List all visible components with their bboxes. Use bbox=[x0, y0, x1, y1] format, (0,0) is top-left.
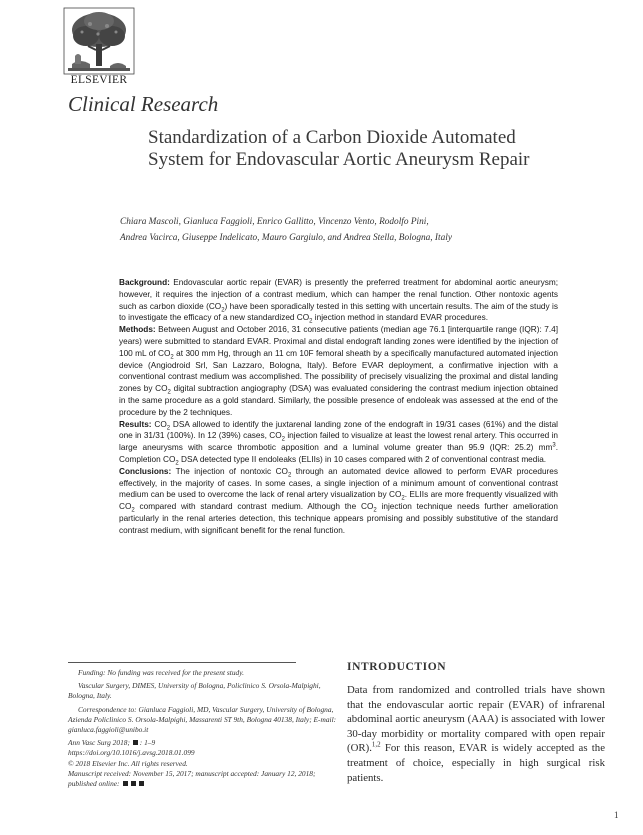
doi-link[interactable]: https://doi.org/10.1016/j.avsg.2018.01.099 bbox=[68, 748, 195, 758]
placeholder-square-icon bbox=[139, 781, 144, 786]
correspondence-note: Correspondence to: Gianluca Faggioli, MD, Vascular Surgery, University of Bologna, Azienda Policlinico S. Orsola-Malpighi, Massarenti ST 9th, Bologna 40138, Italy; E-mail: gianluca.faggioli@unibo.it bbox=[68, 704, 337, 735]
manuscript-dates: Manuscript received: November 15, 2017; manuscript accepted: January 12, 2018; published online: bbox=[68, 768, 316, 789]
results-label: Results: bbox=[119, 419, 152, 429]
methods-label: Methods: bbox=[119, 325, 156, 335]
abstract-background: Background: Endovascular aortic repair (EVAR) is presently the preferred treatment for abdominal aortic aneurysm; however, it requires the injection of a contrast medium, which can hamper the renal function. Other nontoxic agents such as carbon dioxide $(CO_2)$ have been sporadically tested in this setting with uncertain results. The aim of the study is to investigate the efficacy of a new standardized $CO_2$ injection method in standard EVAR procedures. bbox=[119, 278, 558, 326]
article-title: Standardization of a Carbon Dioxide Automated System for Endovascular Aortic Aneurysm Repair bbox=[148, 127, 530, 170]
conclusions-label: Conclusions: bbox=[119, 466, 172, 476]
abstract-results: Results: $CO_2$ DSA allowed to identify the juxtarenal landing zone of the endograft in 19/31 cases (61%) and the distal one in 31/31 (100%). In 12 (39%) cases, $CO_2$ injection failed to visualize at least the lowest renal artery. This occurred in large aneurysms with scarce thrombotic apposition and a luminal volume greater than 95.9 (IQR: 25.2) $mm^3$. Completion $CO_2$ DSA detected type II endoleaks (ELIIs) in 10 cases compared with 2 of conventional contrast media. bbox=[119, 419, 559, 467]
publication-info bbox=[68, 738, 338, 789]
placeholder-square-icon bbox=[131, 781, 136, 786]
introduction-heading: INTRODUCTION bbox=[347, 661, 447, 673]
page-number: 1 bbox=[614, 810, 619, 820]
placeholder-square-icon bbox=[123, 781, 128, 786]
publisher-name: ELSEVIER bbox=[70, 74, 128, 86]
author-line-2: Andrea Vacirca, Giuseppe Indelicato, Mauro Gargiulo, and Andrea Stella, Bologna, Italy bbox=[120, 233, 452, 243]
author-list bbox=[120, 214, 590, 246]
abstract-methods: Methods: Between August and October 2016, 31 consecutive patients (median age 76.1 [interquartile range (IQR): 7.4] years) were submitted to standard EVAR. Proximal and distal endograft landing zones were identified by the injection of 100 mL of $CO_2$ at 300 mm Hg, through an 11 cm 10F femoral sheath by a specifically manufactured automated injection device (Angiodroid Srl, San Lazzaro, Bologna, Italy). Before EVAR deployment, a confirmative injection with a conventional contrast medium was accomplished. The possibility of precisely visualizing the proximal and distal landing zones by $CO_2$ digital subtraction angiography (DSA) was evaluated considering the contrast medium injection obtained in the same procedure as a gold standard. Similarly, the possible presence of endoleak was assessed at the end of the procedure by the 2 techniques. bbox=[119, 325, 559, 417]
copyright-note: © 2018 Elsevier Inc. All rights reserved. bbox=[68, 758, 188, 768]
funding-note: Funding: No funding was received for the present study. bbox=[78, 668, 244, 677]
background-label: Background: bbox=[119, 278, 170, 287]
footnotes bbox=[68, 668, 338, 792]
placeholder-square-icon bbox=[133, 740, 138, 745]
elsevier-tree-logo-icon bbox=[60, 6, 138, 78]
footnote-divider bbox=[68, 662, 296, 663]
introduction-text: Data from randomized and controlled trials have shown that the endovascular aortic repair (EVAR) of infrarenal abdominal aortic aneurysm (AAA) is associated with lower 30-day morbidity or mortality compared with open repair (OR).$^{1,2}$ For this reason, EVAR is widely accepted as the treatment of choice, especially in high surgical risk patients. bbox=[347, 684, 605, 784]
journal-reference: Ann Vasc Surg 2018; : 1–9 bbox=[68, 738, 156, 748]
abstract-conclusions: Conclusions: The injection of nontoxic $CO_2$ through an automated device allowed to perform EVAR procedures effectively, in the majority of cases. In some cases, a single injection of a minimum amount of conventional contrast medium can be used to overcome the lack of renal artery visualization by $CO_2$. ELIIs are more frequently visualized with $CO_2$ compared with standard contrast medium. Although the $CO_2$ injection technique needs further amelioration particularly in the renal arteries detection, this technique appears promising and possibly substitutive of the standard contrast medium, with significant benefit for the renal function. bbox=[119, 466, 558, 535]
citation-ref[interactable]: 1,2 bbox=[371, 740, 381, 749]
author-line-1: Chiara Mascoli, Gianluca Faggioli, Enrico Gallitto, Vincenzo Vento, Rodolfo Pini, bbox=[120, 217, 429, 227]
section-heading: Clinical Research bbox=[68, 92, 219, 116]
affiliation-note: Vascular Surgery, DIMES, University of Bologna, Policlinico S. Orsola-Malpighi, Bologna, Italy. bbox=[68, 681, 321, 701]
abstract bbox=[119, 277, 558, 537]
